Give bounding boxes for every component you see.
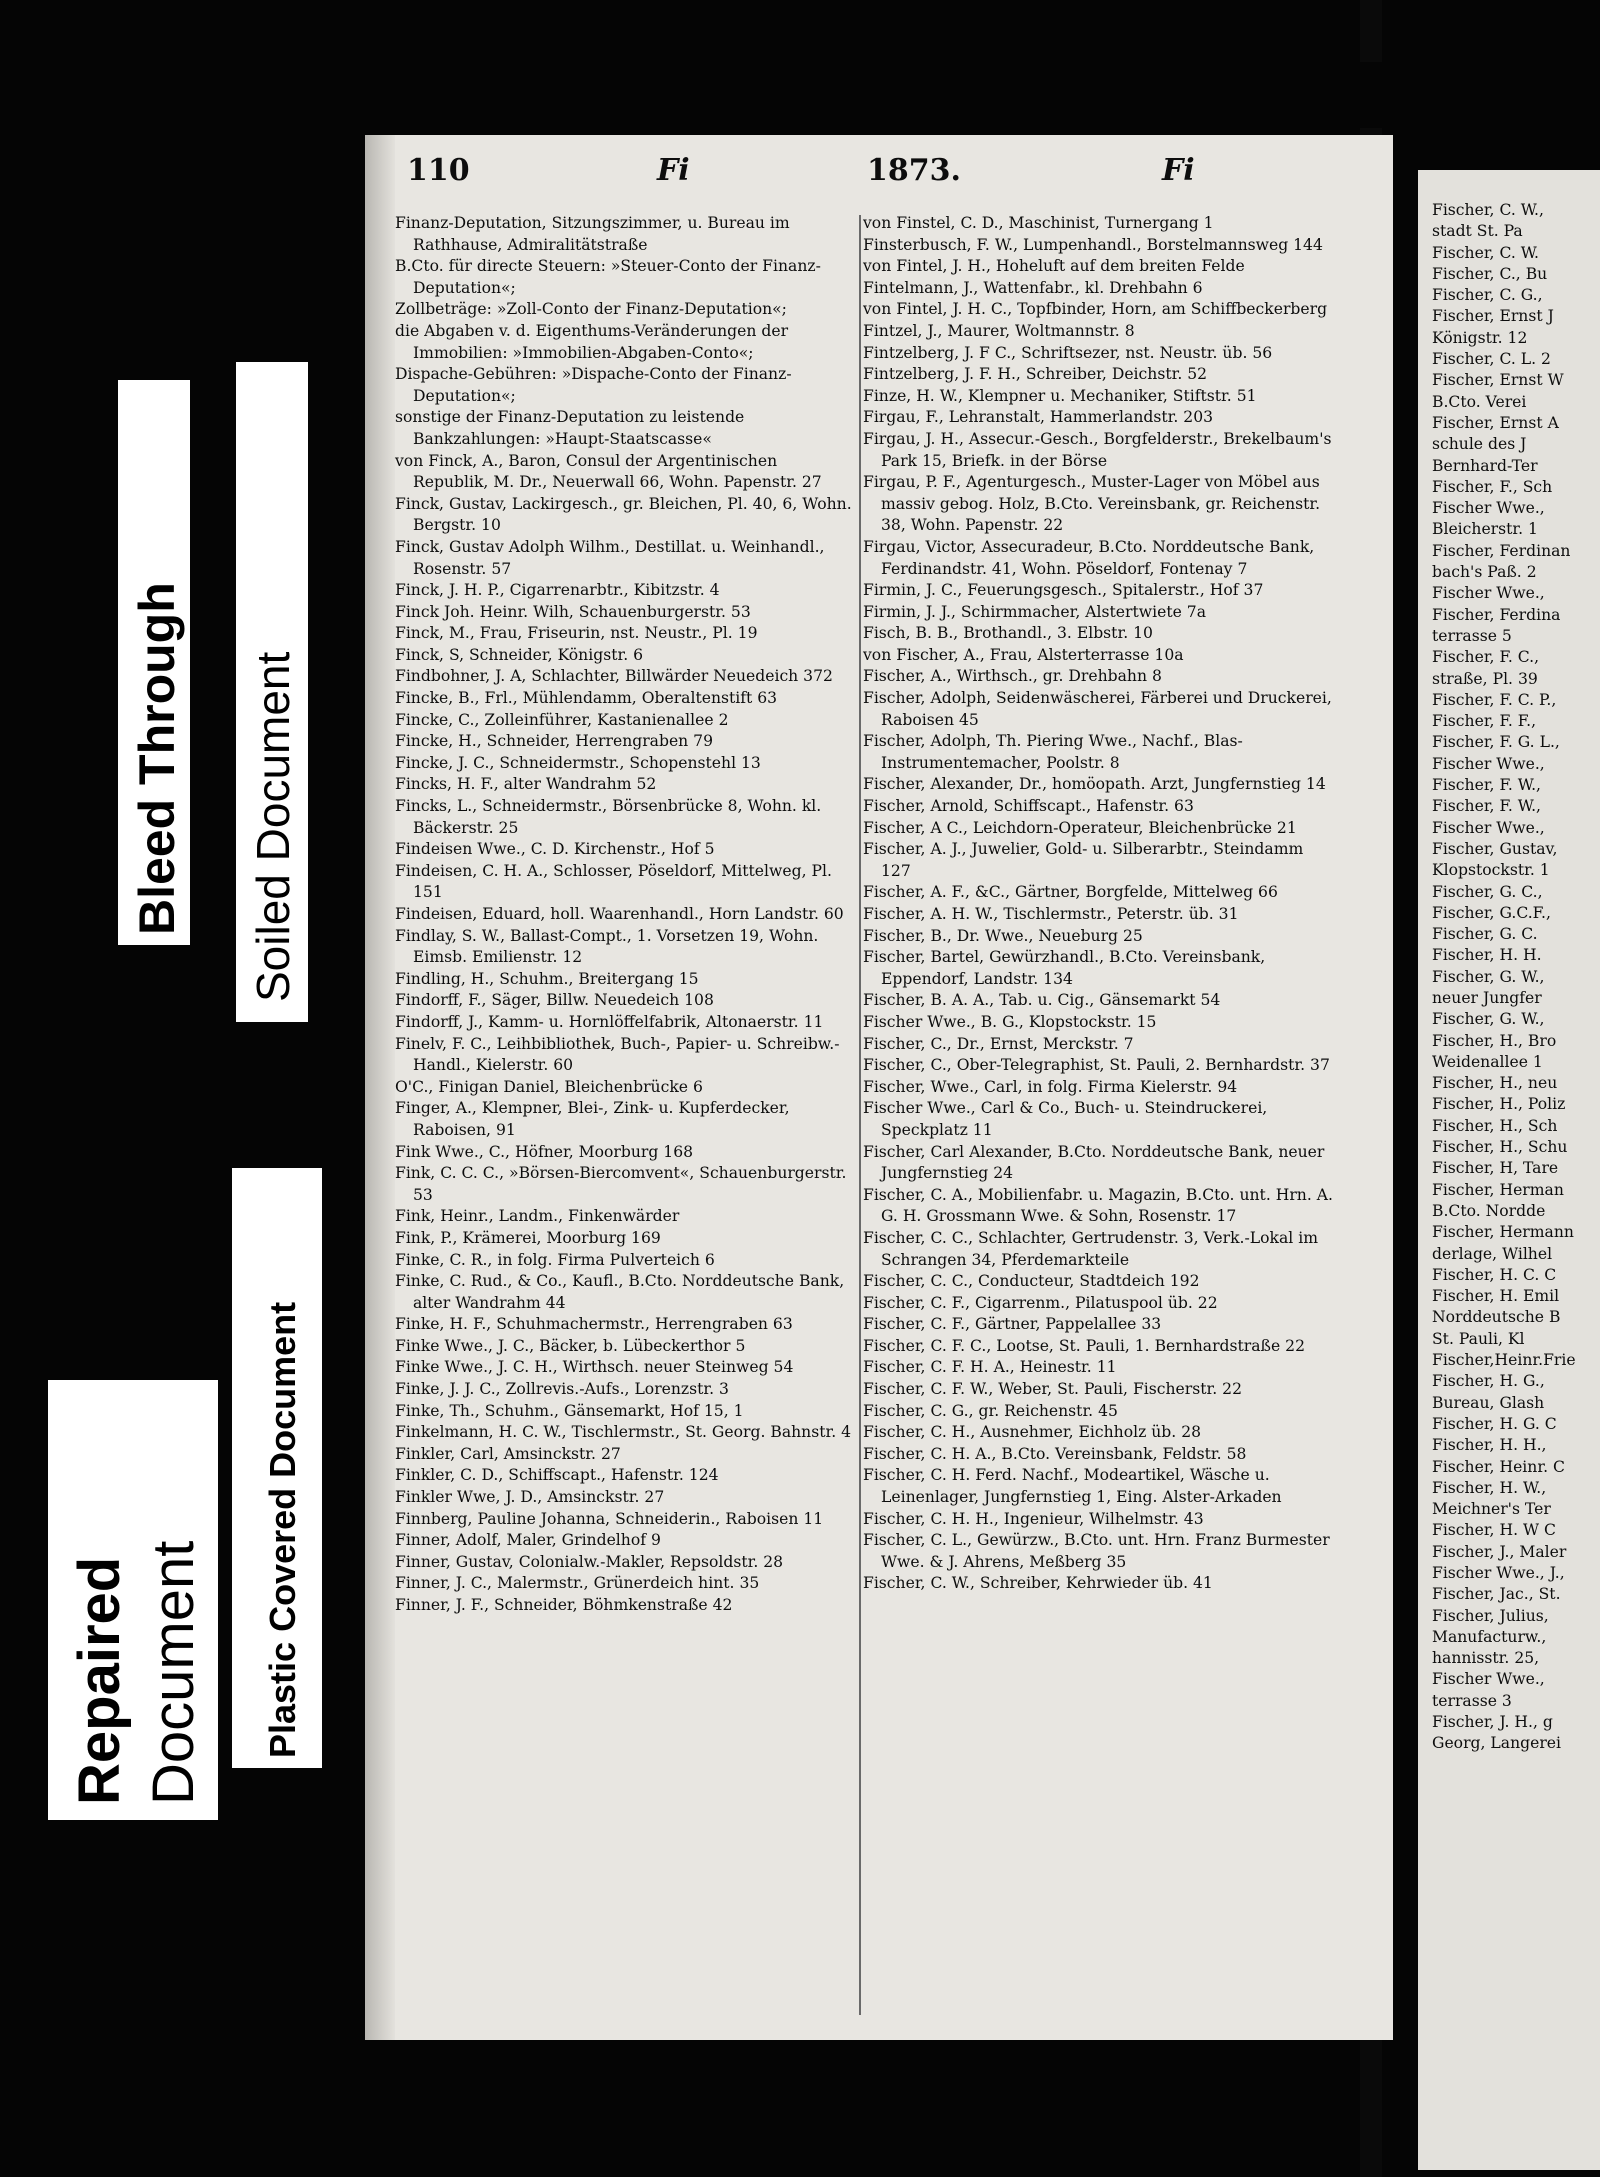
cut-entry: hannisstr. 25, — [1432, 1649, 1540, 1668]
directory-entry: Fischer, C., Dr., Ernst, Merckstr. 7 — [863, 1034, 1134, 1053]
directory-entry: Findbohner, J. A, Schlachter, Billwärder Neuedeich 372 — [395, 667, 833, 686]
bleed-through-text: Bleed Through — [129, 582, 185, 935]
cut-entry: Königstr. 12 — [1432, 328, 1528, 347]
directory-entry: Finner, Gustav, Colonialw.-Makler, Repsoldstr. 28 — [395, 1552, 784, 1571]
directory-entry: Firmin, J. J., Schirmmacher, Alstertwiete 7a — [863, 602, 1206, 621]
directory-entry: Fincks, L., Schneidermstr., Börsenbrücke 8, Wohn. kl. Bäckerstr. 25 — [395, 797, 822, 837]
cut-entry: terrasse 3 — [1432, 1691, 1512, 1710]
directory-entry: Fischer, Adolph, Th. Piering Wwe., Nachf., Blas-Instrumentemacher, Poolstr. 8 — [863, 732, 1243, 772]
directory-entry: Finck, Gustav, Lackirgesch., gr. Bleichen, Pl. 40, 6, Wohn. Bergstr. 10 — [395, 494, 852, 535]
directory-entry: Fischer, C. A., Mobilienfabr. u. Magazin, B.Cto. unt. Hrn. A. G. H. Grossmann Wwe. & Sohn, Rosenstr. 17 — [863, 1185, 1333, 1226]
cut-entry: Fischer, Hermann — [1432, 1223, 1574, 1242]
directory-entry: Fischer Wwe., B. G., Klopstockstr. 15 — [863, 1012, 1157, 1031]
directory-entry: Fischer, C. F., Cigarrenm., Pilatuspool üb. 22 — [863, 1293, 1218, 1312]
directory-entry: Fincke, J. C., Schneidermstr., Schopenstehl 13 — [395, 753, 761, 772]
directory-entry: Finck, Gustav Adolph Wilhm., Destillat. u. Weinhandl., Rosenstr. 57 — [395, 537, 825, 578]
directory-entry: Finke Wwe., J. C., Bäcker, b. Lübeckerthor 5 — [395, 1336, 746, 1355]
directory-entry: von Finck, A., Baron, Consul der Argentinischen Republik, M. Dr., Neuerwall 66, Wohn. Papenstr. 27 — [395, 451, 822, 492]
directory-entry: Fintzel, J., Maurer, Woltmannstr. 8 — [863, 321, 1135, 340]
directory-entry: Finner, J. F., Schneider, Böhmkenstraße 42 — [395, 1596, 733, 1614]
cut-entry: Meichner's Ter — [1432, 1500, 1551, 1519]
directory-entry: Firgau, Victor, Assecuradeur, B.Cto. Norddeutsche Bank, Ferdinandstr. 41, Wohn. Pöseldorf, Fontenay 7 — [863, 537, 1315, 578]
directory-entry: Fischer, C. F. C., Lootse, St. Pauli, 1. Bernhardstraße 22 — [863, 1336, 1305, 1355]
directory-entry: Finelv, F. C., Leihbibliothek, Buch-, Papier- u. Schreibw.-Handl., Kielerstr. 60 — [395, 1034, 840, 1075]
cut-entry: schule des J — [1432, 435, 1527, 454]
bleed-through-label — [118, 380, 190, 945]
directory-entry: Fischer, A. H. W., Tischlermstr., Peterstr. üb. 31 — [863, 905, 1239, 923]
directory-entry: Firgau, F., Lehranstalt, Hammerlandstr. 203 — [863, 408, 1214, 427]
directory-entry: von Fintel, J. H., Hoheluft auf dem breiten Felde — [863, 257, 1245, 276]
cut-entry: Fischer, F., Sch — [1432, 477, 1553, 496]
cut-entry: Klopstockstr. 1 — [1432, 861, 1550, 880]
directory-entry: Fink Wwe., C., Höfner, Moorburg 168 — [395, 1142, 694, 1161]
directory-entry: Fischer, B., Dr. Wwe., Neueburg 25 — [863, 926, 1143, 945]
directory-entry: B.Cto. für directe Steuern: »Steuer-Conto der Finanz-Deputation«; — [395, 257, 821, 297]
plastic-covered-text: Plastic Covered Document — [262, 1301, 303, 1758]
directory-entry: Fischer, C. F. W., Weber, St. Pauli, Fischerstr. 22 — [863, 1380, 1242, 1399]
cut-entry: stadt St. Pa — [1432, 222, 1523, 241]
cut-entry: Fischer, G. W., — [1432, 1010, 1545, 1029]
cut-entry: Fischer, G. C. — [1432, 925, 1538, 944]
directory-entry: Finnberg, Pauline Johanna, Schneiderin., Raboisen 11 — [395, 1509, 824, 1528]
directory-entry: Fintzelberg, J. F. H., Schreiber, Deichstr. 52 — [863, 365, 1208, 384]
cut-entry: Fischer, C. L. 2 — [1432, 350, 1551, 369]
cut-entry: Fischer, C. W., — [1432, 201, 1544, 219]
directory-page — [365, 135, 1393, 2040]
directory-entry: Fischer, C., Ober-Telegraphist, St. Pauli, 2. Bernhardstr. 37 — [863, 1056, 1330, 1075]
cut-entry: neuer Jungfer — [1432, 988, 1542, 1007]
cut-entry: Fischer Wwe., — [1432, 1670, 1545, 1689]
cut-entry: Fischer, Ernst J — [1432, 307, 1554, 326]
directory-entry: Fischer, C. H. A., B.Cto. Vereinsbank, Feldstr. 58 — [863, 1444, 1247, 1463]
cut-entry: B.Cto. Verei — [1432, 392, 1527, 411]
directory-entry: Fischer, C. C., Conducteur, Stadtdeich 192 — [863, 1272, 1200, 1291]
cut-entry: derlage, Wilhel — [1432, 1244, 1553, 1263]
directory-entry: Fischer, Alexander, Dr., homöopath. Arzt, Jungfernstieg 14 — [863, 775, 1326, 794]
plastic-covered-label — [232, 1168, 322, 1768]
cut-entry: Fischer, Ernst A — [1432, 413, 1559, 432]
directory-entry: Fischer Wwe., Carl & Co., Buch- u. Steindruckerei, Speckplatz 11 — [863, 1099, 1268, 1139]
directory-entry: Finke, C. Rud., & Co., Kaufl., B.Cto. Norddeutsche Bank, alter Wandrahm 44 — [395, 1272, 845, 1312]
cut-entry: Fischer, Ferdinan — [1432, 541, 1571, 560]
directory-entry: Fischer, C. F., Gärtner, Pappelallee 33 — [863, 1315, 1162, 1334]
directory-entry: Fischer, Adolph, Seidenwäscherei, Färberei und Druckerei, Raboisen 45 — [863, 689, 1332, 729]
directory-entry: Findeisen, C. H. A., Schlosser, Pöseldorf, Mittelweg, Pl. 151 — [395, 861, 832, 902]
directory-entry: Fischer, C. C., Schlachter, Gertrudenstr. 3, Verk.-Lokal im Schrangen 34, Pferdemarkteile — [863, 1228, 1318, 1269]
directory-entry: Finck, M., Frau, Friseurin, nst. Neustr., Pl. 19 — [395, 624, 758, 643]
cut-entry: Bureau, Glash — [1432, 1393, 1545, 1412]
directory-entry: die Abgaben v. d. Eigenthums-Veränderungen der Immobilien: »Immobilien-Abgaben-Conto«; — [395, 321, 789, 362]
cut-entry: bach's Paß. 2 — [1432, 563, 1537, 582]
soiled-document-label — [236, 362, 308, 1022]
directory-entry: Firmin, J. C., Feuerungsgesch., Spitalerstr., Hof 37 — [863, 581, 1264, 600]
cut-entry: Fischer, Julius, — [1432, 1606, 1549, 1625]
repaired-text-line2: Document — [141, 1540, 206, 1805]
directory-entry: Zollbeträge: »Zoll-Conto der Finanz-Deputation«; — [395, 300, 787, 319]
directory-entry: Firgau, J. H., Assecur.-Gesch., Borgfelderstr., Brekelbaum's Park 15, Briefk. in der Börse — [863, 429, 1332, 470]
directory-entry: Fintelmann, J., Wattenfabr., kl. Drehbahn 6 — [863, 278, 1203, 297]
directory-entry: Finke Wwe., J. C. H., Wirthsch. neuer Steinweg 54 — [395, 1358, 794, 1377]
directory-entry: Fincke, C., Zolleinführer, Kastanienallee 2 — [395, 710, 729, 729]
directory-entry: Fischer, C. H. Ferd. Nachf., Modeartikel, Wäsche u. Leinenlager, Jungfernstieg 1, Eing. Alster-Arkaden — [863, 1466, 1282, 1507]
cut-entry: terrasse 5 — [1432, 626, 1512, 645]
cut-entry: Fischer, J., Maler — [1432, 1542, 1567, 1561]
cut-entry: Fischer, H. Emil — [1432, 1287, 1560, 1306]
directory-entry: Finck, J. H. P., Cigarrenarbtr., Kibitzstr. 4 — [395, 581, 720, 600]
left-running-letters: Fi — [657, 153, 690, 188]
directory-entry: Fischer, Carl Alexander, B.Cto. Norddeutsche Bank, neuer Jungfernstieg 24 — [863, 1142, 1325, 1183]
directory-entry: Finke, J. J. C., Zollrevis.-Aufs., Lorenzstr. 3 — [395, 1380, 729, 1399]
adjacent-page — [1418, 170, 1600, 2170]
cut-entry: Fischer, H, Tare — [1432, 1159, 1559, 1178]
directory-entry: Fincke, B., Frl., Mühlendamm, Oberaltenstift 63 — [395, 689, 778, 708]
directory-entry: von Fintel, J. H. C., Topfbinder, Horn, am Schiffbeckerberg — [863, 300, 1328, 319]
cut-entry: Fischer, F. W., — [1432, 776, 1541, 795]
directory-entry: Finkler, Carl, Amsinckstr. 27 — [395, 1444, 621, 1463]
directory-entry: Fischer, C. G., gr. Reichenstr. 45 — [863, 1401, 1118, 1420]
cut-entry: Fischer, H. C. C — [1432, 1265, 1557, 1284]
directory-entry: Finke, C. R., in folg. Firma Pulverteich 6 — [395, 1250, 715, 1269]
directory-entry: Finger, A., Klempner, Blei-, Zink- u. Kupferdecker, Raboisen, 91 — [395, 1099, 790, 1139]
directory-entry: Fischer, Arnold, Schiffscapt., Hafenstr. 63 — [863, 797, 1194, 816]
directory-entry: Fischer, A., Wirthsch., gr. Drehbahn 8 — [863, 667, 1162, 686]
cut-entry: Fischer, H. H. — [1432, 946, 1542, 965]
adjacent-page-column — [1432, 200, 1600, 1755]
black-tab-top — [1360, 0, 1382, 62]
directory-entry: von Fischer, A., Frau, Alsterterrasse 10a — [863, 645, 1184, 664]
cut-entry: Fischer, H. H., — [1432, 1436, 1547, 1455]
cut-entry: Fischer, Herman — [1432, 1180, 1564, 1199]
cut-entry: Fischer,Heinr.Frie — [1432, 1351, 1576, 1370]
left-column — [395, 213, 855, 1617]
cut-entry: Fischer, F. G. L., — [1432, 733, 1560, 752]
directory-entry: Finner, Adolf, Maler, Grindelhof 9 — [395, 1531, 661, 1550]
cut-entry: Fischer, G. W., — [1432, 967, 1545, 986]
directory-entry: Finck Joh. Heinr. Wilh, Schauenburgerstr. 53 — [395, 602, 751, 621]
directory-entry: Fischer, C. L., Gewürzw., B.Cto. unt. Hrn. Franz Burmester Wwe. & J. Ahrens, Meßberg 35 — [863, 1531, 1330, 1571]
cut-entry: Fischer, F. C. P., — [1432, 690, 1557, 709]
directory-entry: Fischer, C. H., Ausnehmer, Eichholz üb. 28 — [863, 1423, 1202, 1442]
cut-entry: Fischer, H. G., — [1432, 1372, 1545, 1391]
directory-entry: Finanz-Deputation, Sitzungszimmer, u. Bureau im Rathhause, Admiralitätstraße — [395, 214, 790, 254]
directory-entry: Fischer, A. J., Juwelier, Gold- u. Silberarbtr., Steindamm 127 — [863, 840, 1304, 880]
cut-entry: Fischer, H., Poliz — [1432, 1095, 1566, 1114]
cut-entry: Fischer Wwe., J., — [1432, 1564, 1565, 1582]
cut-entry: Fischer, J. H., g — [1432, 1713, 1553, 1732]
directory-entry: Fischer, B. A. A., Tab. u. Cig., Gänsemarkt 54 — [863, 991, 1221, 1010]
cut-entry: Fischer, C. W. — [1432, 243, 1540, 262]
cut-entry: Fischer, Ernst W — [1432, 371, 1564, 390]
cut-entry: Bleicherstr. 1 — [1432, 520, 1538, 539]
directory-entry: Fischer, C. F. H. A., Heinestr. 11 — [863, 1358, 1117, 1377]
cut-entry: Fischer, C. G., — [1432, 286, 1543, 305]
cut-entry: Norddeutsche B — [1432, 1308, 1561, 1327]
cut-entry: Fischer, C., Bu — [1432, 264, 1548, 283]
directory-entry: Fincks, H. F., alter Wandrahm 52 — [395, 775, 657, 794]
directory-entry: Finkler Wwe, J. D., Amsinckstr. 27 — [395, 1488, 665, 1507]
directory-entry: von Finstel, C. D., Maschinist, Turnergang 1 — [863, 214, 1214, 232]
cut-entry: Fischer, H., Schu — [1432, 1138, 1568, 1157]
directory-entry: Fischer, Wwe., Carl, in folg. Firma Kielerstr. 94 — [863, 1077, 1238, 1096]
cut-entry: Fischer, F. F., — [1432, 712, 1537, 731]
cut-entry: Fischer, H., Bro — [1432, 1031, 1557, 1050]
directory-entry: Firgau, P. F., Agenturgesch., Muster-Lager von Möbel aus massiv gebog. Holz, B.Cto. Vereinsbank, gr. Reichenstr. 38, Wohn. Papenstr. 22 — [863, 473, 1321, 535]
directory-entry: Finze, H. W., Klempner u. Mechaniker, Stiftstr. 51 — [863, 386, 1257, 405]
repaired-document-label — [48, 1380, 218, 1820]
repaired-text-line1: Repaired — [67, 1556, 132, 1805]
cut-entry: Fischer, H. G. C — [1432, 1414, 1557, 1433]
page-number: 110 — [407, 153, 470, 188]
cut-entry: B.Cto. Nordde — [1432, 1201, 1546, 1220]
directory-entry: Fink, Heinr., Landm., Finkenwärder — [395, 1207, 680, 1226]
directory-entry: Dispache-Gebühren: »Dispache-Conto der Finanz-Deputation«; — [395, 365, 792, 405]
directory-entry: Fischer, A C., Leichdorn-Operateur, Bleichenbrücke 21 — [863, 818, 1297, 837]
directory-entry: Finkler, C. D., Schiffscapt., Hafenstr. 124 — [395, 1466, 719, 1485]
directory-entry: Findlay, S. W., Ballast-Compt., 1. Vorsetzen 19, Wohn. Eimsb. Emilienstr. 12 — [395, 926, 819, 967]
cut-entry: Manufacturw., — [1432, 1627, 1547, 1646]
directory-entry: Finkelmann, H. C. W., Tischlermstr., St. Georg. Bahnstr. 4 — [395, 1423, 852, 1442]
cut-entry: Fischer, G.C.F., — [1432, 903, 1551, 922]
cut-entry: Bernhard-Ter — [1432, 456, 1538, 475]
cut-entry: Fischer Wwe., — [1432, 754, 1545, 773]
cut-entry: Fischer Wwe., — [1432, 584, 1545, 603]
directory-entry: Finner, J. C., Malermstr., Grünerdeich hint. 35 — [395, 1574, 760, 1593]
cut-entry: Fischer, H., neu — [1432, 1074, 1558, 1093]
cut-entry: straße, Pl. 39 — [1432, 669, 1538, 688]
cut-entry: Fischer, Heinr. C — [1432, 1457, 1565, 1476]
directory-entry: Findorff, F., Säger, Billw. Neuedeich 108 — [395, 991, 714, 1010]
directory-entry: O'C., Finigan Daniel, Bleichenbrücke 6 — [395, 1077, 703, 1096]
directory-entry: Fischer, C. W., Schreiber, Kehrwieder üb. 41 — [863, 1574, 1213, 1593]
cut-entry: Fischer, G. C., — [1432, 882, 1543, 901]
column-rule — [859, 215, 861, 2015]
cut-entry: Fischer Wwe., — [1432, 818, 1545, 837]
cut-entry: Weidenallee 1 — [1432, 1052, 1543, 1071]
cut-entry: Fischer, F. C., — [1432, 648, 1540, 667]
page-header — [397, 153, 1357, 193]
directory-entry: Fischer, Bartel, Gewürzhandl., B.Cto. Vereinsbank, Eppendorf, Landstr. 134 — [863, 948, 1266, 988]
cut-entry: Fischer, H. W., — [1432, 1478, 1547, 1497]
directory-entry: Fink, C. C. C., »Börsen-Biercomvent«, Schauenburgerstr. 53 — [395, 1164, 847, 1204]
cut-entry: Fischer, F. W., — [1432, 797, 1541, 816]
cut-entry: St. Pauli, Kl — [1432, 1329, 1525, 1348]
directory-entry: Fink, P., Krämerei, Moorburg 169 — [395, 1228, 661, 1247]
header-year: 1873. — [867, 153, 961, 188]
right-running-letters: Fi — [1162, 153, 1195, 188]
directory-entry: Fischer, A. F., &C., Gärtner, Borgfelde, Mittelweg 66 — [863, 883, 1278, 902]
right-column — [863, 213, 1335, 1595]
cut-entry: Fischer, H. W C — [1432, 1521, 1556, 1540]
cut-entry: Fischer, Gustav, — [1432, 839, 1558, 858]
directory-entry: Findorff, J., Kamm- u. Hornlöffelfabrik, Altonaerstr. 11 — [395, 1012, 824, 1031]
directory-entry: Fincke, H., Schneider, Herrengraben 79 — [395, 732, 714, 751]
directory-entry: Findeisen Wwe., C. D. Kirchenstr., Hof 5 — [395, 840, 715, 859]
directory-entry: Findling, H., Schuhm., Breitergang 15 — [395, 969, 699, 988]
directory-entry: Finck, S, Schneider, Königstr. 6 — [395, 645, 644, 664]
directory-entry: Finke, H. F., Schuhmachermstr., Herrengraben 63 — [395, 1315, 793, 1334]
cut-entry: Georg, Langerei — [1432, 1734, 1561, 1753]
cut-entry: Fischer, Jac., St. — [1432, 1585, 1561, 1604]
directory-entry: Finke, Th., Schuhm., Gänsemarkt, Hof 15, 1 — [395, 1401, 744, 1420]
directory-entry: sonstige der Finanz-Deputation zu leistende Bankzahlungen: »Haupt-Staatscasse« — [395, 408, 745, 448]
directory-entry: Fintzelberg, J. F C., Schriftsezer, nst. Neustr. üb. 56 — [863, 343, 1273, 362]
directory-entry: Finsterbusch, F. W., Lumpenhandl., Borstelmannsweg 144 — [863, 235, 1323, 254]
directory-entry: Fisch, B. B., Brothandl., 3. Elbstr. 10 — [863, 624, 1153, 643]
cut-entry: Fischer, Ferdina — [1432, 605, 1561, 624]
soiled-document-text: Soiled Document — [247, 651, 299, 1002]
directory-entry: Fischer, C. H. H., Ingenieur, Wilhelmstr. 43 — [863, 1509, 1204, 1528]
page-gutter — [365, 135, 395, 2040]
directory-entry: Findeisen, Eduard, holl. Waarenhandl., Horn Landstr. 60 — [395, 905, 844, 923]
cut-entry: Fischer Wwe., — [1432, 499, 1545, 518]
cut-entry: Fischer, H., Sch — [1432, 1116, 1558, 1135]
